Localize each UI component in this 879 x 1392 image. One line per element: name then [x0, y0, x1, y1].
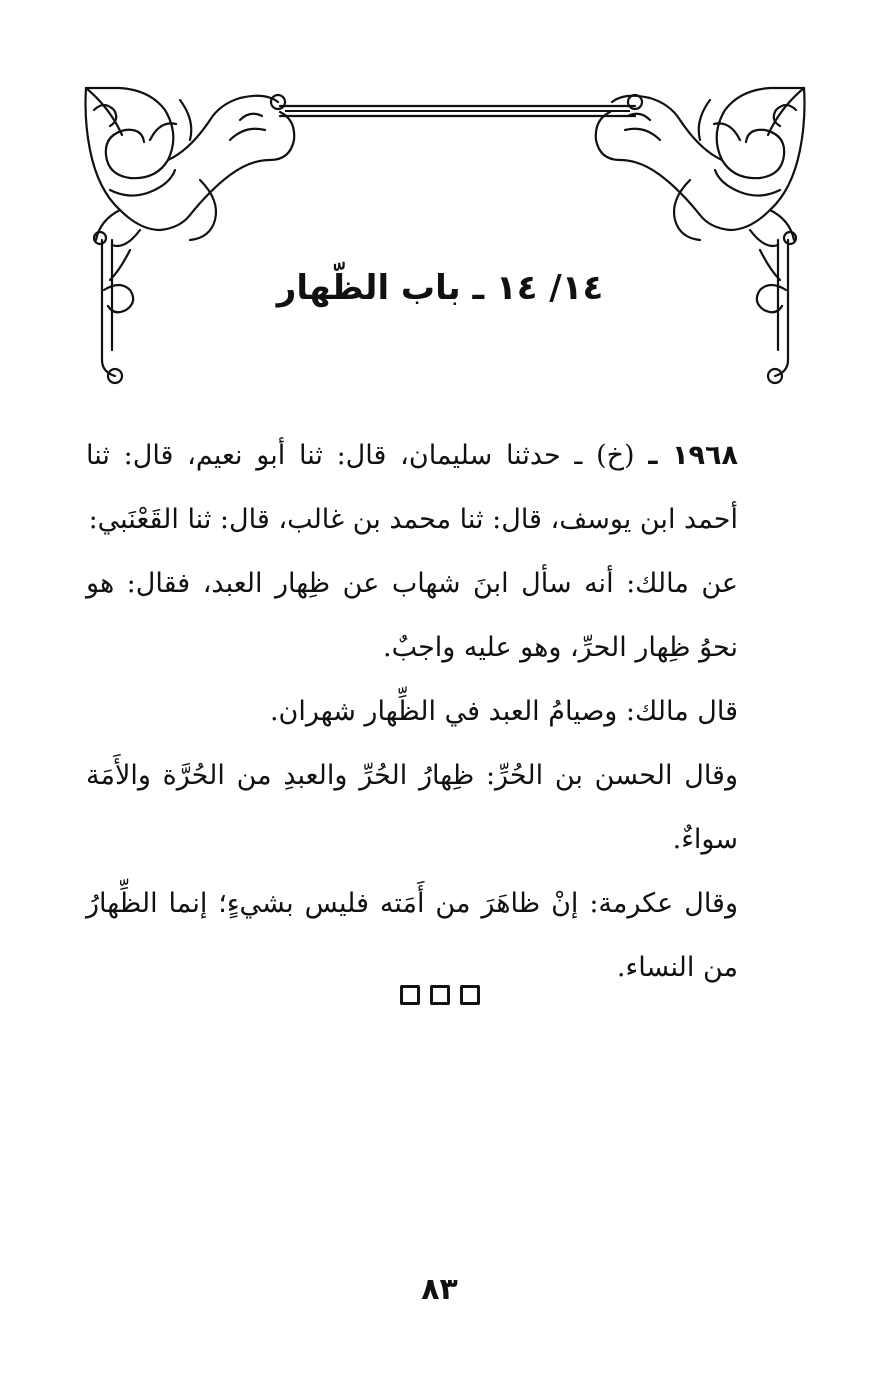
chapter-title: ١٤/ ١٤ ـ باب الظّهار [276, 268, 604, 308]
text-body [86, 424, 808, 1000]
page-number: ٨٣ [421, 1272, 458, 1307]
ornamental-frame [80, 80, 810, 390]
square-mark [400, 985, 420, 1005]
paragraph-ikrimah: وقال عكرمة: إنْ ظاهَرَ من أَمَته فليس بشيءٍ؛ إنما الظِّهارُ من النساء. [86, 888, 738, 983]
paragraph-malik-ibn-shihab: عن مالك: أنه سأل ابنَ شهاب عن ظِهار العبد، فقال: هو نحوُ ظِهار الحرِّ، وهو عليه واجبٌ. [86, 568, 738, 663]
hadith-number: ١٩٦٨ ـ [648, 440, 738, 471]
three-squares-icon [0, 985, 879, 1009]
paragraph-malik-fasting: قال مالك: وصيامُ العبد في الظِّهار شهران. [269, 696, 738, 727]
paragraph-hasan-ibn-alhurr: وقال الحسن بن الحُرِّ: ظِهارُ الحُرِّ والعبدِ من الحُرَّة والأَمَة سواءٌ. [86, 760, 738, 855]
square-mark [430, 985, 450, 1005]
hadith-paragraph [86, 424, 808, 552]
hadith-isnad: (خ) ـ حدثنا سليمان، قال: ثنا أبو نعيم، قال: ثنا أحمد ابن يوسف، قال: ثنا محمد بن غالب، قال: ثنا القَعْنَبي: [86, 440, 738, 535]
square-mark [460, 985, 480, 1005]
